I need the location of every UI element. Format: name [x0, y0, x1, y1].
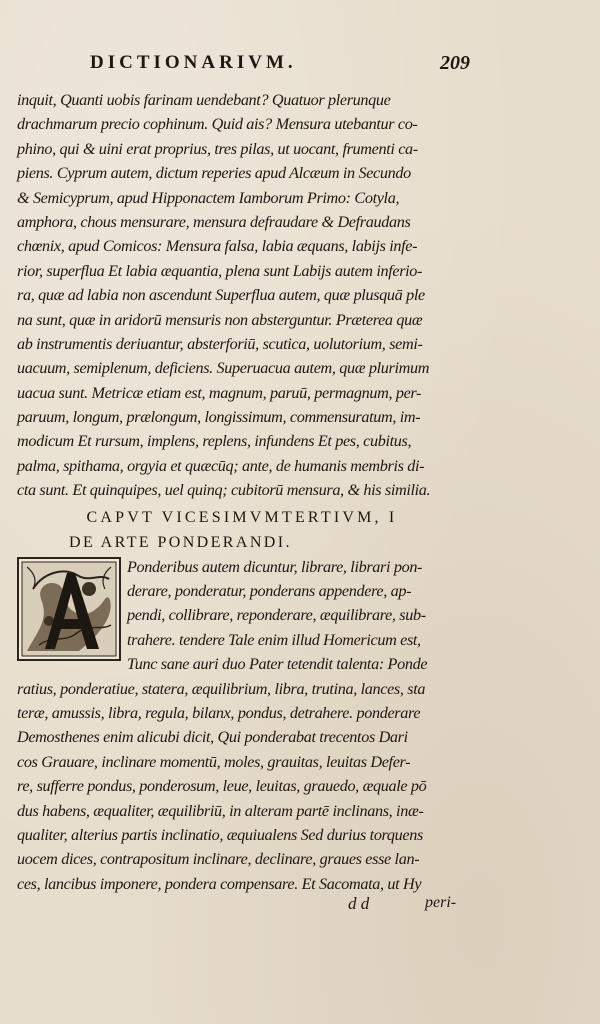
text-line: ces, lancibus imponere, pondera compensare. Et Sacomata, ut Hy — [17, 874, 422, 893]
text-line: uacua sunt. Metricæ etiam est, magnum, paruū, permagnum, per- — [17, 383, 422, 402]
chapter-number: CAPVT VICESIMVMTERTIVM, I — [86, 508, 398, 526]
text-line: Ponderibus autem dicuntur, librare, librari pon- — [127, 557, 423, 576]
paragraph-measures — [17, 88, 467, 503]
text-line: ratius, ponderatiue, statera, æquilibrium, libra, trutina, lances, sta — [17, 679, 426, 698]
main-text — [17, 88, 467, 896]
text-line: amphora, chous mensurare, mensura defraudare & Defraudans — [17, 212, 411, 231]
text-line: trahere. tendere Tale enim illud Homericum est, — [127, 630, 421, 649]
text-line: ab instrumentis deriuantur, absterforiū, scutica, uolutorium, semi- — [17, 334, 423, 353]
signature-mark: d d — [348, 894, 370, 913]
text-line: dus habens, æqualiter, æquilibriū, in alteram partē inclinans, inæ- — [17, 801, 424, 820]
text-line: derare, ponderatur, ponderans appendere, ap- — [127, 582, 412, 601]
text-line: piens. Cyprum autem, dictum reperies apud Alcæum in Secundo — [17, 164, 411, 183]
text-line: & Semicyprum, apud Hipponactem Iamborum Primo: Cotyla, — [17, 188, 400, 207]
text-line: pendi, collibrare, reponderare, æquilibrare, sub- — [127, 606, 426, 625]
text-line: rior, superflua Et labia æquantia, plena sunt Labijs autem inferio- — [17, 261, 423, 280]
text-line: uacuum, semiplenum, deficiens. Superuacua autem, quæ plurimum — [17, 359, 430, 378]
text-line: palma, spithama, orgyia et quæcūq; ante, de humanis membris di- — [17, 456, 425, 475]
page-header — [90, 52, 470, 82]
text-line: cos Grauare, inclinare momentū, moles, grauitas, leuitas Defer- — [17, 752, 411, 771]
chapter-title: DE ARTE PONDERANDI. — [69, 533, 292, 551]
decorated-initial-a — [17, 557, 121, 661]
text-line: Demosthenes enim alicubi dicit, Qui ponderabat trecentos Dari — [17, 728, 408, 747]
text-line: uocem dices, contrapositum inclinare, declinare, graues esse lan- — [17, 850, 420, 869]
page-number: 209 — [440, 52, 470, 74]
text-line: na sunt, quæ in aridorū mensuris non absterguntur. Præterea quæ — [17, 310, 423, 329]
text-line: drachmarum precio cophinum. Quid ais? Mensura utebantur co- — [17, 115, 418, 134]
text-line: modicum Et rursum, implens, replens, infundens Et pes, cubitus, — [17, 432, 412, 451]
text-line: cta sunt. Et quinquipes, uel quinq; cubitorū mensura, & his similia. — [17, 481, 431, 500]
text-line: chœnix, apud Comicos: Mensura falsa, labia æquans, labijs infe- — [17, 237, 418, 256]
paragraph-weighing — [17, 555, 467, 896]
text-line: teræ, amussis, libra, regula, bilanx, pondus, detrahere. ponderare — [17, 703, 421, 722]
text-line: ra, quæ ad labia non ascendunt Superflua autem, quæ plusquā ple — [17, 286, 425, 305]
running-title: DICTIONARIVM. — [90, 52, 297, 73]
text-line: paruum, longum, prælongum, longissimum, commensuratum, im- — [17, 408, 421, 427]
text-line: qualiter, alterius partis inclinatio, æquiualens Sed durius torquens — [17, 825, 423, 844]
catchword: peri- — [425, 894, 457, 911]
woodcut-letter-a-icon — [19, 559, 119, 659]
text-line: re, sufferre pondus, ponderosum, leue, leuitas, grauedo, æquale pō — [17, 777, 427, 796]
text-line: phino, qui & uini erat proprius, tres pilas, ut uocant, frumenti ca- — [17, 139, 418, 158]
text-line: inquit, Quanti uobis farinam uendebant? Quatuor plerunque — [17, 91, 391, 109]
text-line: Tunc sane auri duo Pater tetendit talenta: Ponde — [127, 655, 428, 674]
